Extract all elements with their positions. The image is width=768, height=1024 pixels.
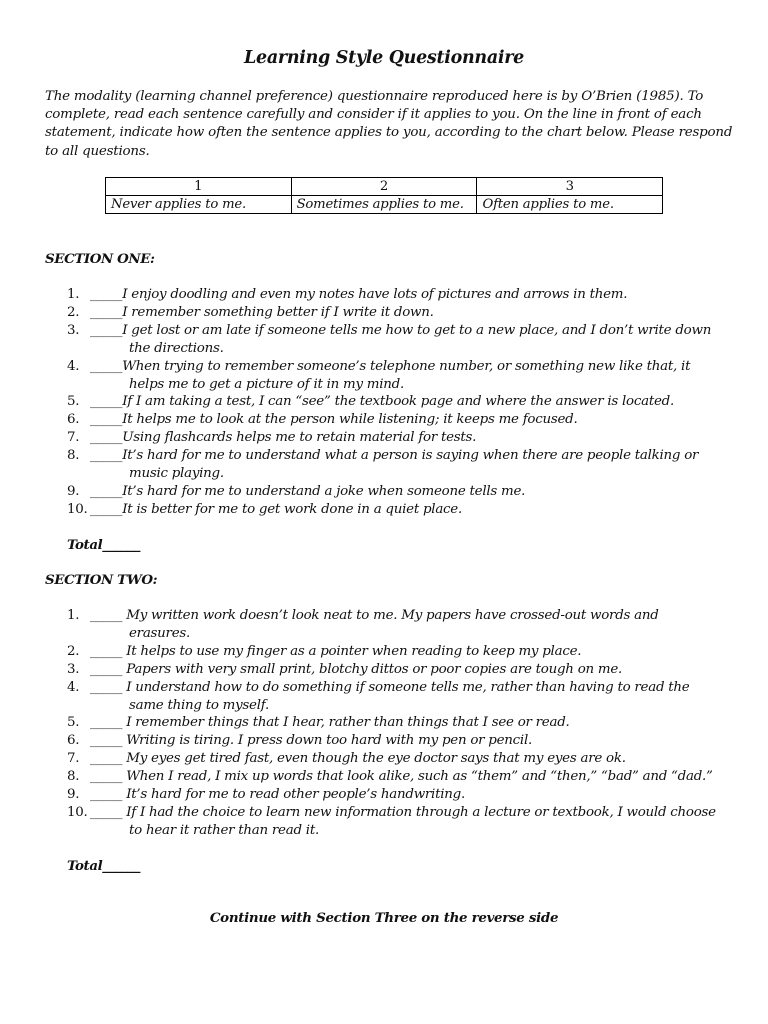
question-item xyxy=(45,768,735,786)
question-item xyxy=(45,786,735,804)
question-text-continued: same thing to myself. xyxy=(129,697,270,713)
question-text-continued: to hear it rather than read it. xyxy=(129,822,319,838)
question-number: 8. xyxy=(67,769,80,785)
question-text-continued: erasures. xyxy=(129,625,191,641)
question-number: 6. xyxy=(67,733,80,749)
question-text: _____ My eyes get tired fast, even though the eye doctor says that my eyes are ok. xyxy=(90,751,626,767)
question-item xyxy=(45,304,735,322)
question-text: _____I enjoy doodling and even my notes have lots of pictures and arrows in them. xyxy=(90,287,628,302)
section-one-list xyxy=(45,286,735,519)
scale-label-3: Often applies to me. xyxy=(477,196,663,214)
question-text-continued: helps me to get a picture of it in my mind. xyxy=(129,376,404,392)
continue-note: Continue with Section Three on the reverse side xyxy=(209,910,559,926)
question-number: 8. xyxy=(67,448,80,464)
question-text: _____ Papers with very small print, blotchy dittos or poor copies are tough on me. xyxy=(90,661,623,677)
question-text: _____It’s hard for me to understand a joke when someone tells me. xyxy=(90,483,526,499)
question-number: 4. xyxy=(67,358,80,374)
question-text: _____ It’s hard for me to read other people’s handwriting. xyxy=(90,787,465,803)
question-item xyxy=(45,750,735,768)
scale-number-1: 1 xyxy=(106,178,292,196)
question-text: _____ If I had the choice to learn new information through a lecture or textbook, I would choose xyxy=(90,804,716,820)
question-number: 4. xyxy=(67,679,80,695)
question-text: _____I remember something better if I write it down. xyxy=(90,304,434,320)
question-number: 9. xyxy=(67,787,80,803)
section-two-total: Total______ xyxy=(67,858,141,874)
question-text: _____ I remember things that I hear, rather than things that I see or read. xyxy=(90,715,570,731)
question-item xyxy=(45,607,735,643)
page-title: Learning Style Questionnaire xyxy=(244,48,524,68)
question-item xyxy=(45,661,735,679)
question-number: 6. xyxy=(67,412,80,428)
question-text: _____It’s hard for me to understand what a person is saying when there are people talking or xyxy=(90,448,699,464)
section-one-heading: SECTION ONE: xyxy=(45,251,155,267)
question-item xyxy=(45,286,735,304)
question-text: _____ I understand how to do something if someone tells me, rather than having to read the xyxy=(90,679,690,695)
question-item xyxy=(45,411,735,429)
question-text-continued: music playing. xyxy=(129,466,224,482)
question-item xyxy=(45,804,735,840)
question-number: 2. xyxy=(67,643,80,659)
section-two-heading: SECTION TWO: xyxy=(45,572,158,588)
question-number: 1. xyxy=(67,287,80,302)
question-item xyxy=(45,447,735,483)
question-text: _____It helps me to look at the person while listening; it keeps me focused. xyxy=(90,412,578,428)
question-text: _____ My written work doesn’t look neat to me. My papers have crossed-out words and xyxy=(90,608,659,623)
question-number: 10. xyxy=(67,804,88,820)
question-text: _____It is better for me to get work done in a quiet place. xyxy=(90,501,462,517)
question-number: 7. xyxy=(67,430,80,446)
intro-paragraph: The modality (learning channel preference) questionnaire reproduced here is by O’Brien (1985). To complete, read each sentence carefully and consider if it applies to you. On the line in front of each statement, indicate how often the sentence applies to you, according to the chart below. Please respond to all questions. xyxy=(45,89,733,159)
question-item xyxy=(45,643,735,661)
question-number: 1. xyxy=(67,608,80,623)
question-text: _____I get lost or am late if someone tells me how to get to a new place, and I don’t write down xyxy=(90,322,712,338)
question-number: 7. xyxy=(67,751,80,767)
question-item xyxy=(45,732,735,750)
question-text: _____ When I read, I mix up words that look alike, such as “them” and “then,” “bad” and “dad.” xyxy=(90,769,713,785)
question-number: 3. xyxy=(67,661,80,677)
scale-number-2: 2 xyxy=(291,178,477,196)
section-one-total: Total______ xyxy=(67,537,141,553)
question-item xyxy=(45,501,735,519)
question-text: _____When trying to remember someone’s telephone number, or something new like that, it xyxy=(90,358,691,374)
question-item xyxy=(45,429,735,447)
question-text-continued: the directions. xyxy=(129,340,224,356)
question-item xyxy=(45,358,735,394)
section-two-list xyxy=(45,607,735,840)
question-number: 2. xyxy=(67,304,80,320)
question-number: 9. xyxy=(67,483,80,499)
question-number: 5. xyxy=(67,394,80,410)
scale-number-3: 3 xyxy=(477,178,663,196)
question-text: _____ It helps to use my finger as a pointer when reading to keep my place. xyxy=(90,643,582,659)
rating-scale-table xyxy=(105,177,663,214)
question-text: _____ Writing is tiring. I press down too hard with my pen or pencil. xyxy=(90,733,532,749)
question-text: _____If I am taking a test, I can “see” the textbook page and where the answer is located. xyxy=(90,394,674,410)
question-number: 10. xyxy=(67,501,88,517)
question-item xyxy=(45,679,735,715)
question-item xyxy=(45,393,735,411)
scale-label-1: Never applies to me. xyxy=(106,196,292,214)
scale-label-2: Sometimes applies to me. xyxy=(291,196,477,214)
question-text: _____Using flashcards helps me to retain material for tests. xyxy=(90,430,477,446)
question-number: 5. xyxy=(67,715,80,731)
question-item xyxy=(45,322,735,358)
question-number: 3. xyxy=(67,322,80,338)
question-item xyxy=(45,714,735,732)
question-item xyxy=(45,483,735,501)
